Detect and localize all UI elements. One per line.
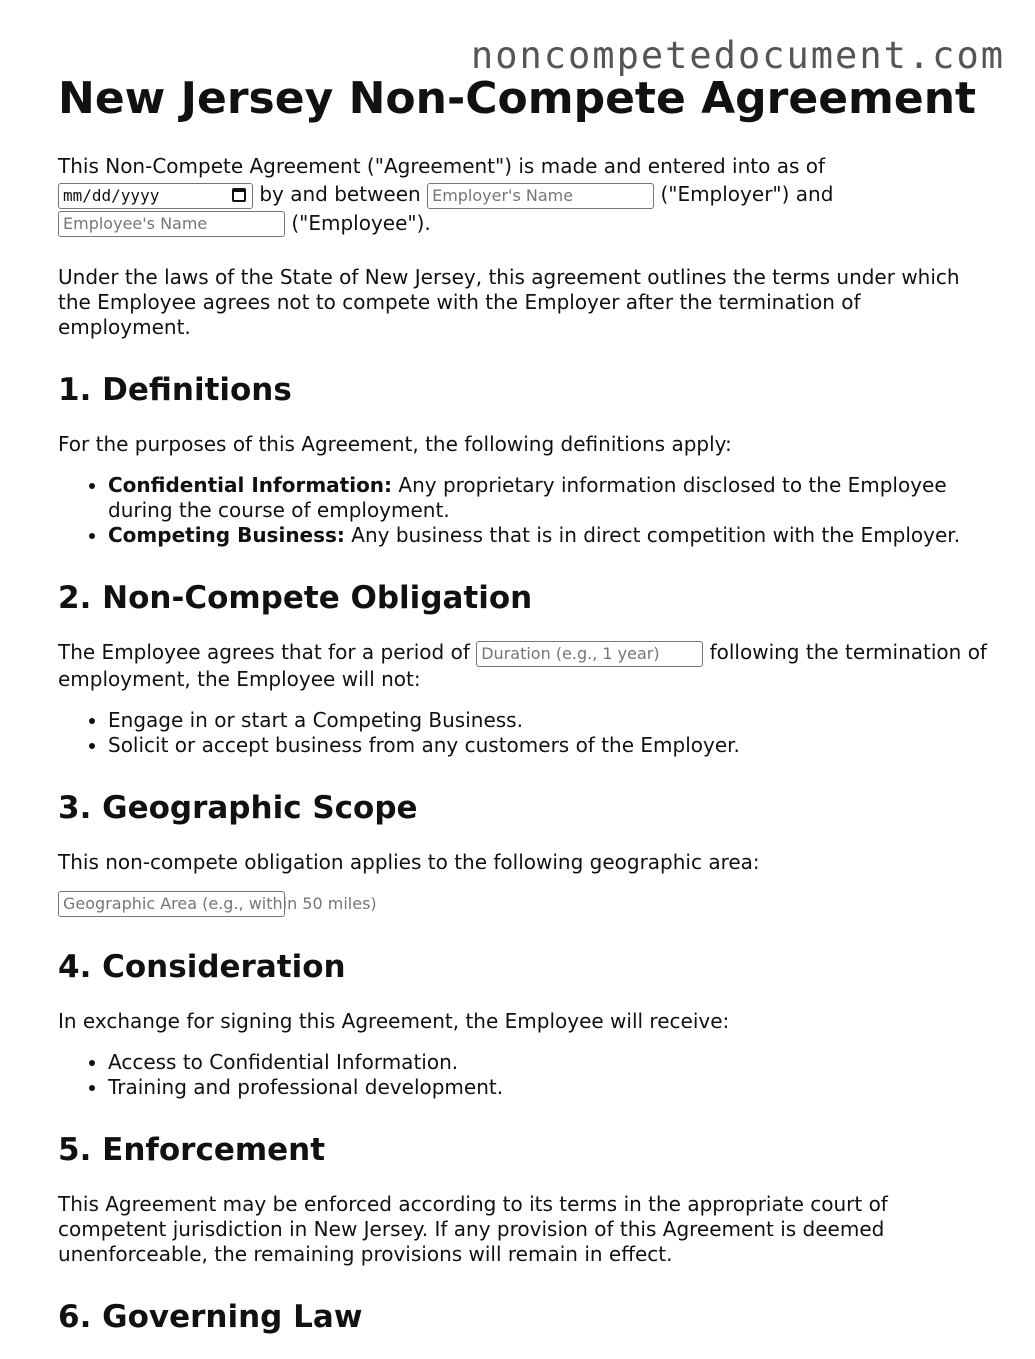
consideration-text: In exchange for signing this Agreement, the Employee will receive: [58,1008,730,1033]
scope-text: This non-compete obligation applies to the following geographic area: [58,849,760,874]
calendar-icon[interactable] [232,188,246,202]
section-heading-scope: 3. Geographic Scope [58,789,418,826]
list-item: • Solicit or accept business from any customers of the Employer. [108,733,988,758]
definition-desc: Any proprietary information disclosed to the Employee during the course of employment. [108,473,947,522]
section-heading-obligation: 2. Non-Compete Obligation [58,580,533,616]
employer-name-input[interactable]: Employer's Name [427,183,654,209]
geographic-area-input[interactable]: Geographic Area (e.g., within 50 miles) [58,891,285,917]
obligation-text-1: The Employee agrees that for a period of [58,640,470,664]
consideration-list [58,1050,988,1100]
enforcement-text: This Agreement may be enforced according to its terms in the appropriate court of competent jurisdiction in New Jersey. If any provision of this Agreement is deemed unenforceable, the remaining provisions will remain in effect. [58,1191,888,1266]
definitions-list [58,473,988,548]
list-item [108,523,988,548]
list-item [108,473,988,523]
intro-paragraph [58,152,988,237]
intro-text-1: This Non-Compete Agreement ("Agreement") is made and entered into as of [58,154,826,178]
watermark: noncompetedocument.com [470,34,1005,77]
obligation-text [58,640,988,692]
intro-text-2: by and between [259,182,421,206]
date-placeholder: mm/dd/yyyy [63,185,160,205]
date-input[interactable] [58,183,253,209]
section-heading-governing-law: 6. Governing Law [58,1298,363,1335]
section-heading-definitions: 1. Definitions [58,372,292,408]
obligation-list [58,708,988,758]
page-title: New Jersey Non-Compete Agreement [58,73,977,124]
preamble: Under the laws of the State of New Jersey, this agreement outlines the terms under which the Employee agrees not to compete with the Employer after the termination of employment. [58,265,960,339]
employee-name-input[interactable]: Employee's Name [58,211,285,237]
definitions-text: For the purposes of this Agreement, the following definitions apply: [58,432,732,456]
list-item: • Access to Confidential Information. [108,1050,988,1075]
definition-desc: Any business that is in direct competition with the Employer. [351,523,961,547]
intro-text-3: ("Employer") and [660,182,834,206]
document-page [58,72,988,1359]
intro-text-4: ("Employee"). [291,210,431,235]
list-item: • Engage in or start a Competing Business. [108,708,988,733]
section-heading-consideration: 4. Consideration [58,948,346,985]
obligation-text-2: following the termination of employment, the Employee will not: [58,640,987,691]
section-heading-enforcement: 5. Enforcement [58,1131,326,1168]
list-item: • Training and professional development. [108,1075,988,1100]
duration-input[interactable]: Duration (e.g., 1 year) [476,641,703,667]
definition-term: Confidential Information: [108,473,393,497]
definition-term: Competing Business: [108,523,345,547]
